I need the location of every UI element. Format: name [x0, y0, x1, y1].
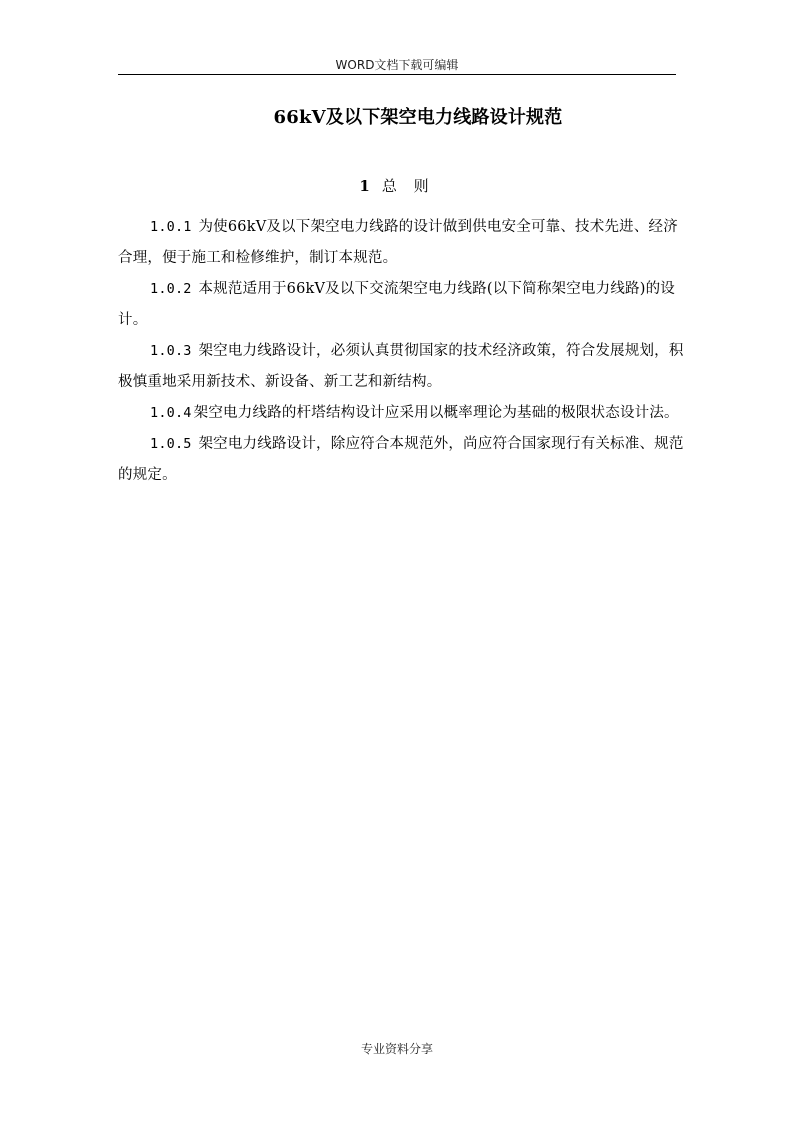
document-body: [118, 212, 684, 491]
page-header: WORD文档下载可编辑: [335, 58, 459, 72]
page-footer: 专业资料分享: [360, 1042, 433, 1056]
clause-number: 1.0.4: [150, 405, 192, 421]
document-title: 66kV及以下架空电力线路设计规范: [273, 107, 563, 128]
clause-paragraph: [118, 336, 684, 398]
clause-number: 1.0.5: [150, 436, 192, 452]
clause-text: 架空电力线路设计，必须认真贯彻国家的技术经济政策，符合发展规划，积极慎重地采用新技术、新设备、新工艺和新结构。: [118, 343, 684, 390]
section-heading: [0, 176, 794, 196]
clause-paragraph: [118, 429, 684, 491]
clause-number: 1.0.1: [150, 219, 192, 235]
clause-number: 1.0.3: [150, 343, 192, 359]
clause-text: 架空电力线路设计，除应符合本规范外，尚应符合国家现行有关标准、规范的规定。: [118, 436, 684, 483]
clause-paragraph: [118, 398, 684, 429]
section-number: 1: [359, 177, 370, 195]
clause-text: 本规范适用于66kV及以下交流架空电力线路(以下简称架空电力线路)的设计。: [118, 281, 675, 328]
clause-text: 为使66kV及以下架空电力线路的设计做到供电安全可靠、技术先进、经济合理，便于施工和检修维护，制订本规范。: [118, 219, 678, 266]
clause-number: 1.0.2: [150, 281, 192, 297]
clause-paragraph: [118, 212, 684, 274]
clause-paragraph: [118, 274, 684, 336]
section-title: 总 则: [381, 177, 435, 195]
header-divider: [118, 74, 676, 75]
clause-text: 架空电力线路的杆塔结构设计应采用以概率理论为基础的极限状态设计法。: [193, 405, 679, 421]
